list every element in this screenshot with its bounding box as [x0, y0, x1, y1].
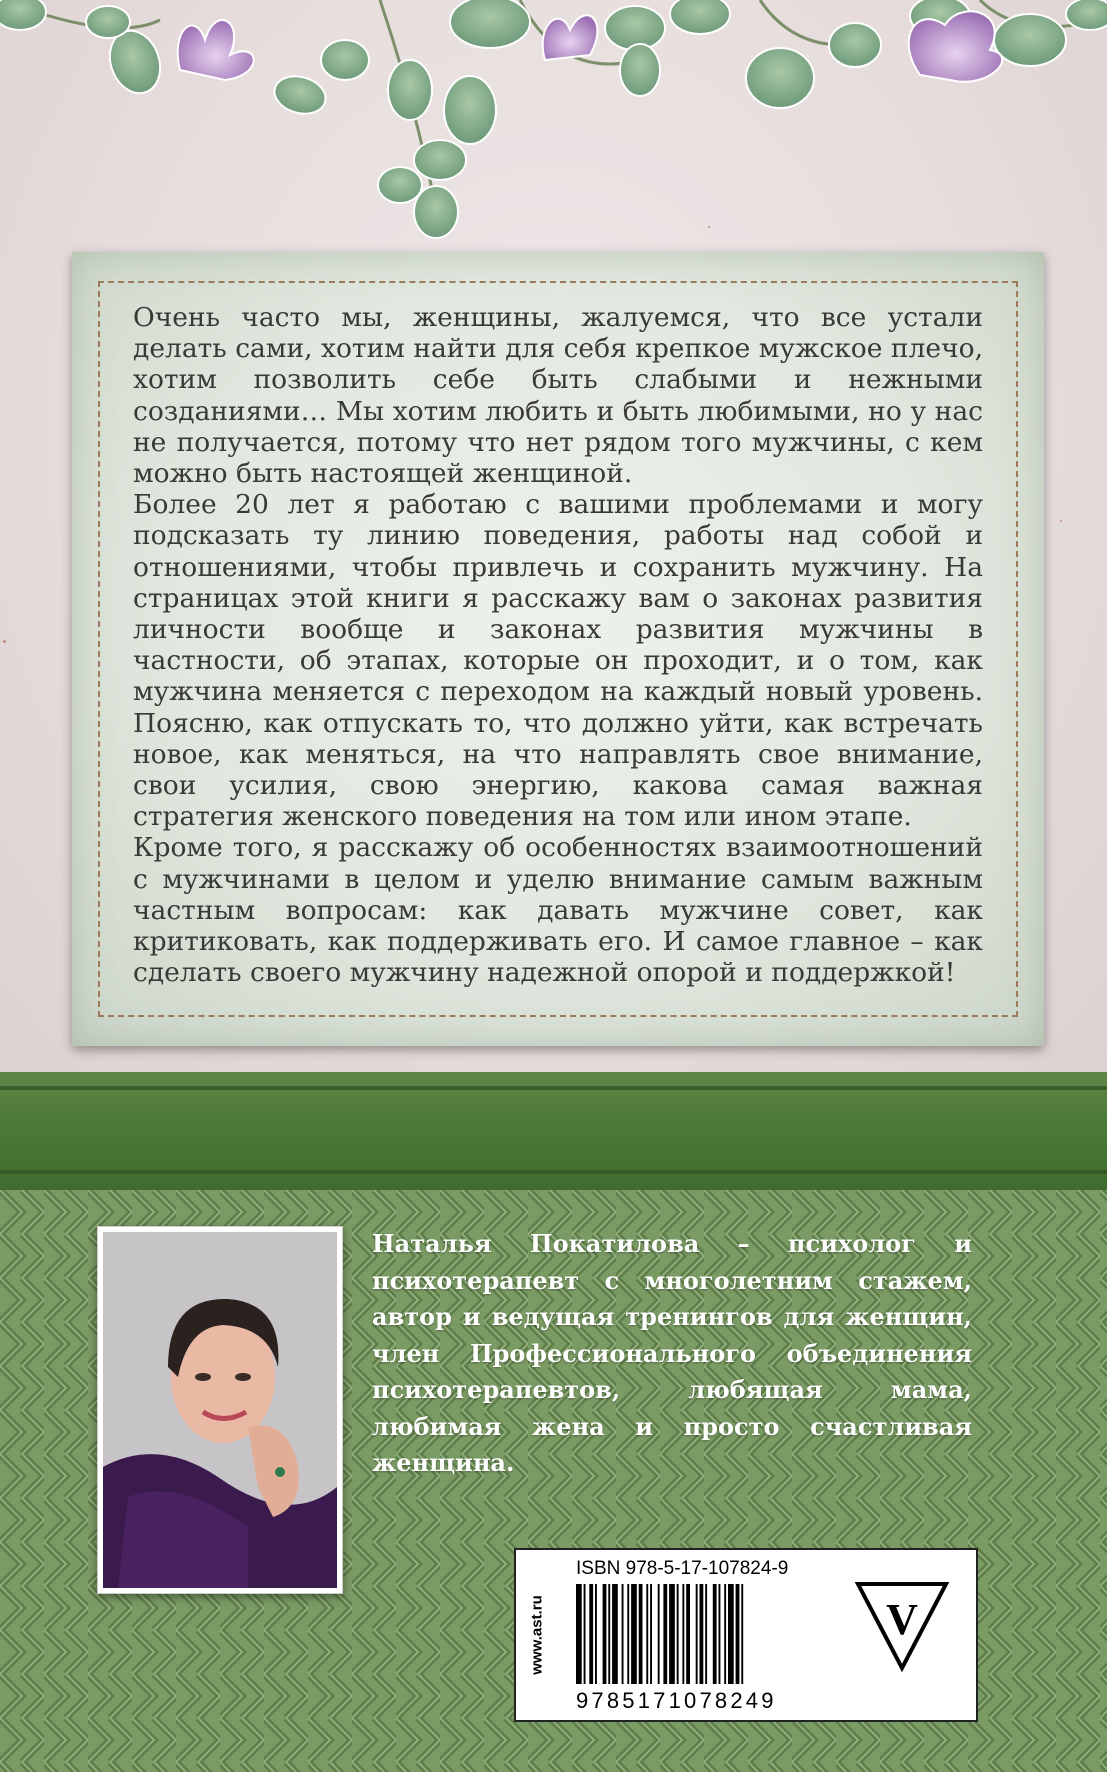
barcode-bar [669, 1584, 675, 1684]
barcode-bar [700, 1584, 704, 1684]
barcode-bar [603, 1584, 607, 1684]
band-stripe-bottom [0, 1170, 1107, 1174]
barcode-bar [658, 1584, 660, 1684]
barcode-digits: 9785171078249 [576, 1688, 777, 1713]
barcode-bar [627, 1584, 629, 1684]
barcode-bar [612, 1584, 618, 1684]
barcode-bar [682, 1584, 684, 1684]
barcode-bar [595, 1584, 597, 1684]
barcode-bar [650, 1584, 652, 1684]
barcode-bar [608, 1584, 610, 1684]
barcode-bar [631, 1584, 637, 1684]
band-stripe-top [0, 1086, 1107, 1090]
barcode-bar [741, 1584, 743, 1684]
barcode-bar [736, 1584, 740, 1684]
description-paragraph-1: Очень часто мы, женщины, жалуемся, что все устали делать сами, хотим найти для себя крепкое мужское плечо, хотим позволить себе быть слабыми и нежными созданиями… Мы хотим любить и быть любимыми, но у нас не получается, потому что нет рядом того мужчины, с кем можно быть настоящей женщиной. [133, 302, 983, 490]
barcode-bar [663, 1584, 667, 1684]
barcode-bars [576, 1584, 821, 1684]
book-description [133, 302, 983, 988]
floral-garland-decoration [0, 0, 1107, 260]
isbn-label: ISBN 978-5-17-107824-9 [576, 1558, 789, 1579]
paper-speck [1060, 520, 1062, 522]
barcode-bar [589, 1584, 593, 1684]
age-mark-letter: V [886, 1595, 918, 1644]
barcode-bar [724, 1584, 726, 1684]
barcode-bar [639, 1584, 643, 1684]
description-paragraph-2: Более 20 лет я работаю с вашими проблемами и могу подсказать ту линию поведения, работы над собой и отношениями, чтобы привлечь и сохранить мужчину. На страницах этой книги я расскажу вам о законах развития личности вообще и законах развития мужчины в частности, об этапах, которые он проходит, и о том, как мужчина меняется с переходом на каждый новый уровень. Поясню, как отпускать то, что должно уйти, как встречать новое, как меняться, на что направлять свое внимание, свои усилия, свою энергию, какова самая важная стратегия женского поведения на том или ином этапе. [133, 489, 983, 833]
publisher-site [516, 1550, 558, 1720]
author-photo [97, 1226, 343, 1594]
description-paragraph-3: Кроме того, я расскажу об особенностях взаимоотношений с мужчинами в целом и уделю внимание самым важным частным вопросам: как давать мужчине совет, как критиковать, как поддерживать его. И самое главное – как сделать своего мужчину надежной опорой и поддержкой! [133, 832, 983, 989]
barcode-bar [696, 1584, 698, 1684]
barcode-bar [576, 1584, 582, 1684]
barcode-bar [622, 1584, 624, 1684]
author-bio: Наталья Покатилова – психолог и психотерапевт с многолетним стажем, автор и ведущая тренингов для женщин, член Профессионального объединения психотерапевтов, любящая мама, любимая жена и просто счастливая женщина. [372, 1229, 972, 1477]
barcode-bar [705, 1584, 707, 1684]
publisher-site-text: www.ast.ru [528, 1595, 546, 1675]
barcode-block [514, 1548, 978, 1722]
description-panel [72, 252, 1044, 1046]
barcode-bar [686, 1584, 690, 1684]
barcode-bar [646, 1584, 648, 1684]
barcode-bar [728, 1584, 734, 1684]
barcode-bar [677, 1584, 679, 1684]
age-rating-mark [854, 1576, 950, 1672]
author-portrait-image [98, 1227, 342, 1593]
barcode-bar [719, 1584, 721, 1684]
barcode-bar [713, 1584, 717, 1684]
barcode-bar [584, 1584, 586, 1684]
paper-speck [3, 640, 6, 643]
